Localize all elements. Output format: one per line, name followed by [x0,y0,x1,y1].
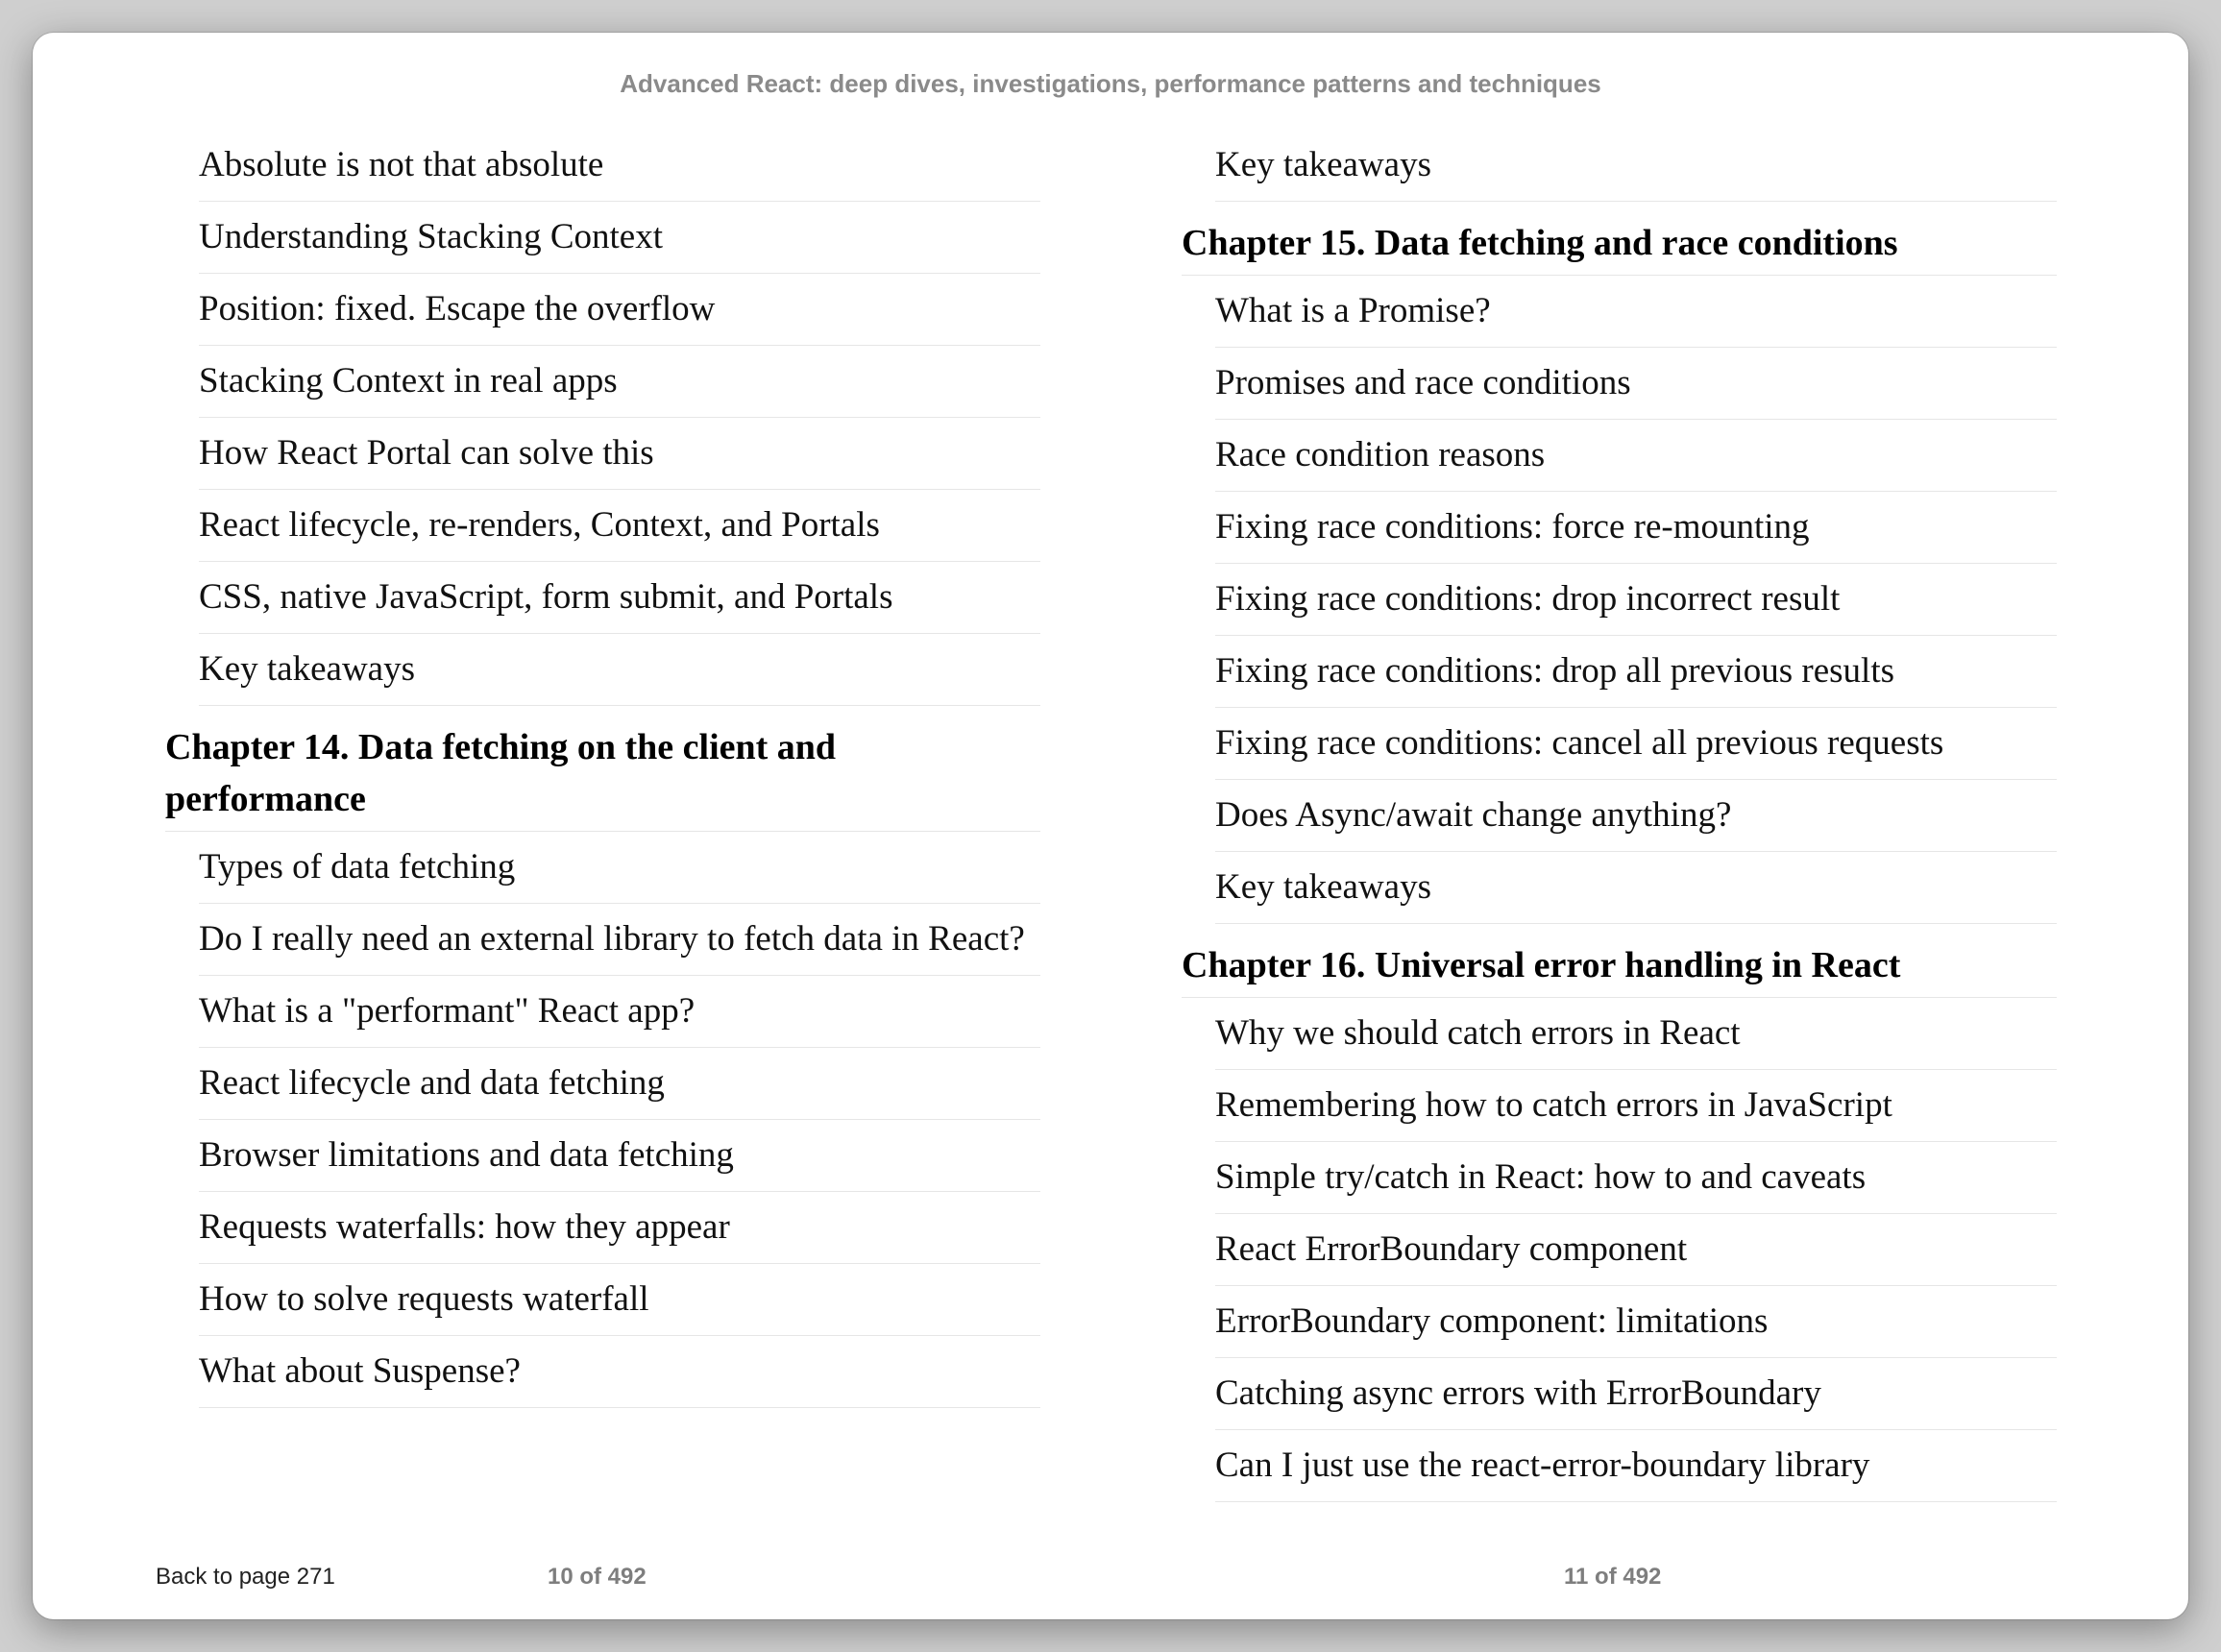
toc-section-link[interactable]: Stacking Context in real apps [199,346,1040,418]
toc-section-link[interactable]: Position: fixed. Escape the overflow [199,274,1040,346]
toc-section-link[interactable]: Simple try/catch in React: how to and caveats [1215,1142,2057,1214]
toc-section-link[interactable]: CSS, native JavaScript, form submit, and Portals [199,562,1040,634]
toc-section-link[interactable]: Fixing race conditions: drop all previous results [1215,636,2057,708]
right-page-number: 11 of 492 [1564,1564,1662,1590]
reader-window [33,33,2188,1619]
toc-chapter-heading[interactable]: Chapter 15. Data fetching and race conditions [1182,202,2057,276]
left-page-toc [165,139,1074,1408]
book-title: Advanced React: deep dives, investigations, performance patterns and techniques [620,69,1601,98]
toc-section-link[interactable]: Types of data fetching [199,832,1040,904]
toc-section-link[interactable]: What about Suspense? [199,1336,1040,1408]
toc-section-link[interactable]: Key takeaways [1215,139,2057,202]
toc-section-link[interactable]: Browser limitations and data fetching [199,1120,1040,1192]
toc-section-link[interactable]: Can I just use the react-error-boundary library [1215,1430,2057,1502]
toc-section-link[interactable]: React ErrorBoundary component [1215,1214,2057,1286]
right-page-toc [1182,139,2090,1502]
toc-section-link[interactable]: Why we should catch errors in React [1215,998,2057,1070]
toc-section-link[interactable]: Promises and race conditions [1215,348,2057,420]
toc-section-link[interactable]: React lifecycle and data fetching [199,1048,1040,1120]
toc-section-link[interactable]: Absolute is not that absolute [199,139,1040,202]
toc-section-link[interactable]: Do I really need an external library to fetch data in React? [199,904,1040,976]
toc-section-link[interactable]: React lifecycle, re-renders, Context, and Portals [199,490,1040,562]
toc-section-link[interactable]: Race condition reasons [1215,420,2057,492]
back-to-page-link[interactable]: Back to page 271 [156,1564,335,1590]
toc-section-link[interactable]: Fixing race conditions: cancel all previous requests [1215,708,2057,780]
toc-section-link[interactable]: Requests waterfalls: how they appear [199,1192,1040,1264]
left-page-number: 10 of 492 [548,1564,647,1590]
toc-section-link[interactable]: Catching async errors with ErrorBoundary [1215,1358,2057,1430]
toc-section-link[interactable]: Does Async/await change anything? [1215,780,2057,852]
toc-section-link[interactable]: What is a "performant" React app? [199,976,1040,1048]
toc-section-link[interactable]: What is a Promise? [1215,276,2057,348]
toc-section-link[interactable]: How React Portal can solve this [199,418,1040,490]
toc-section-link[interactable]: ErrorBoundary component: limitations [1215,1286,2057,1358]
toc-chapter-heading[interactable]: Chapter 16. Universal error handling in React [1182,924,2057,998]
toc-chapter-heading[interactable]: Chapter 14. Data fetching on the client and performance [165,706,1040,832]
toc-section-link[interactable]: How to solve requests waterfall [199,1264,1040,1336]
toc-section-link[interactable]: Remembering how to catch errors in JavaScript [1215,1070,2057,1142]
toc-section-link[interactable]: Fixing race conditions: drop incorrect result [1215,564,2057,636]
toc-section-link[interactable]: Key takeaways [1215,852,2057,924]
toc-section-link[interactable]: Fixing race conditions: force re-mounting [1215,492,2057,564]
toc-section-link[interactable]: Key takeaways [199,634,1040,706]
toc-section-link[interactable]: Understanding Stacking Context [199,202,1040,274]
